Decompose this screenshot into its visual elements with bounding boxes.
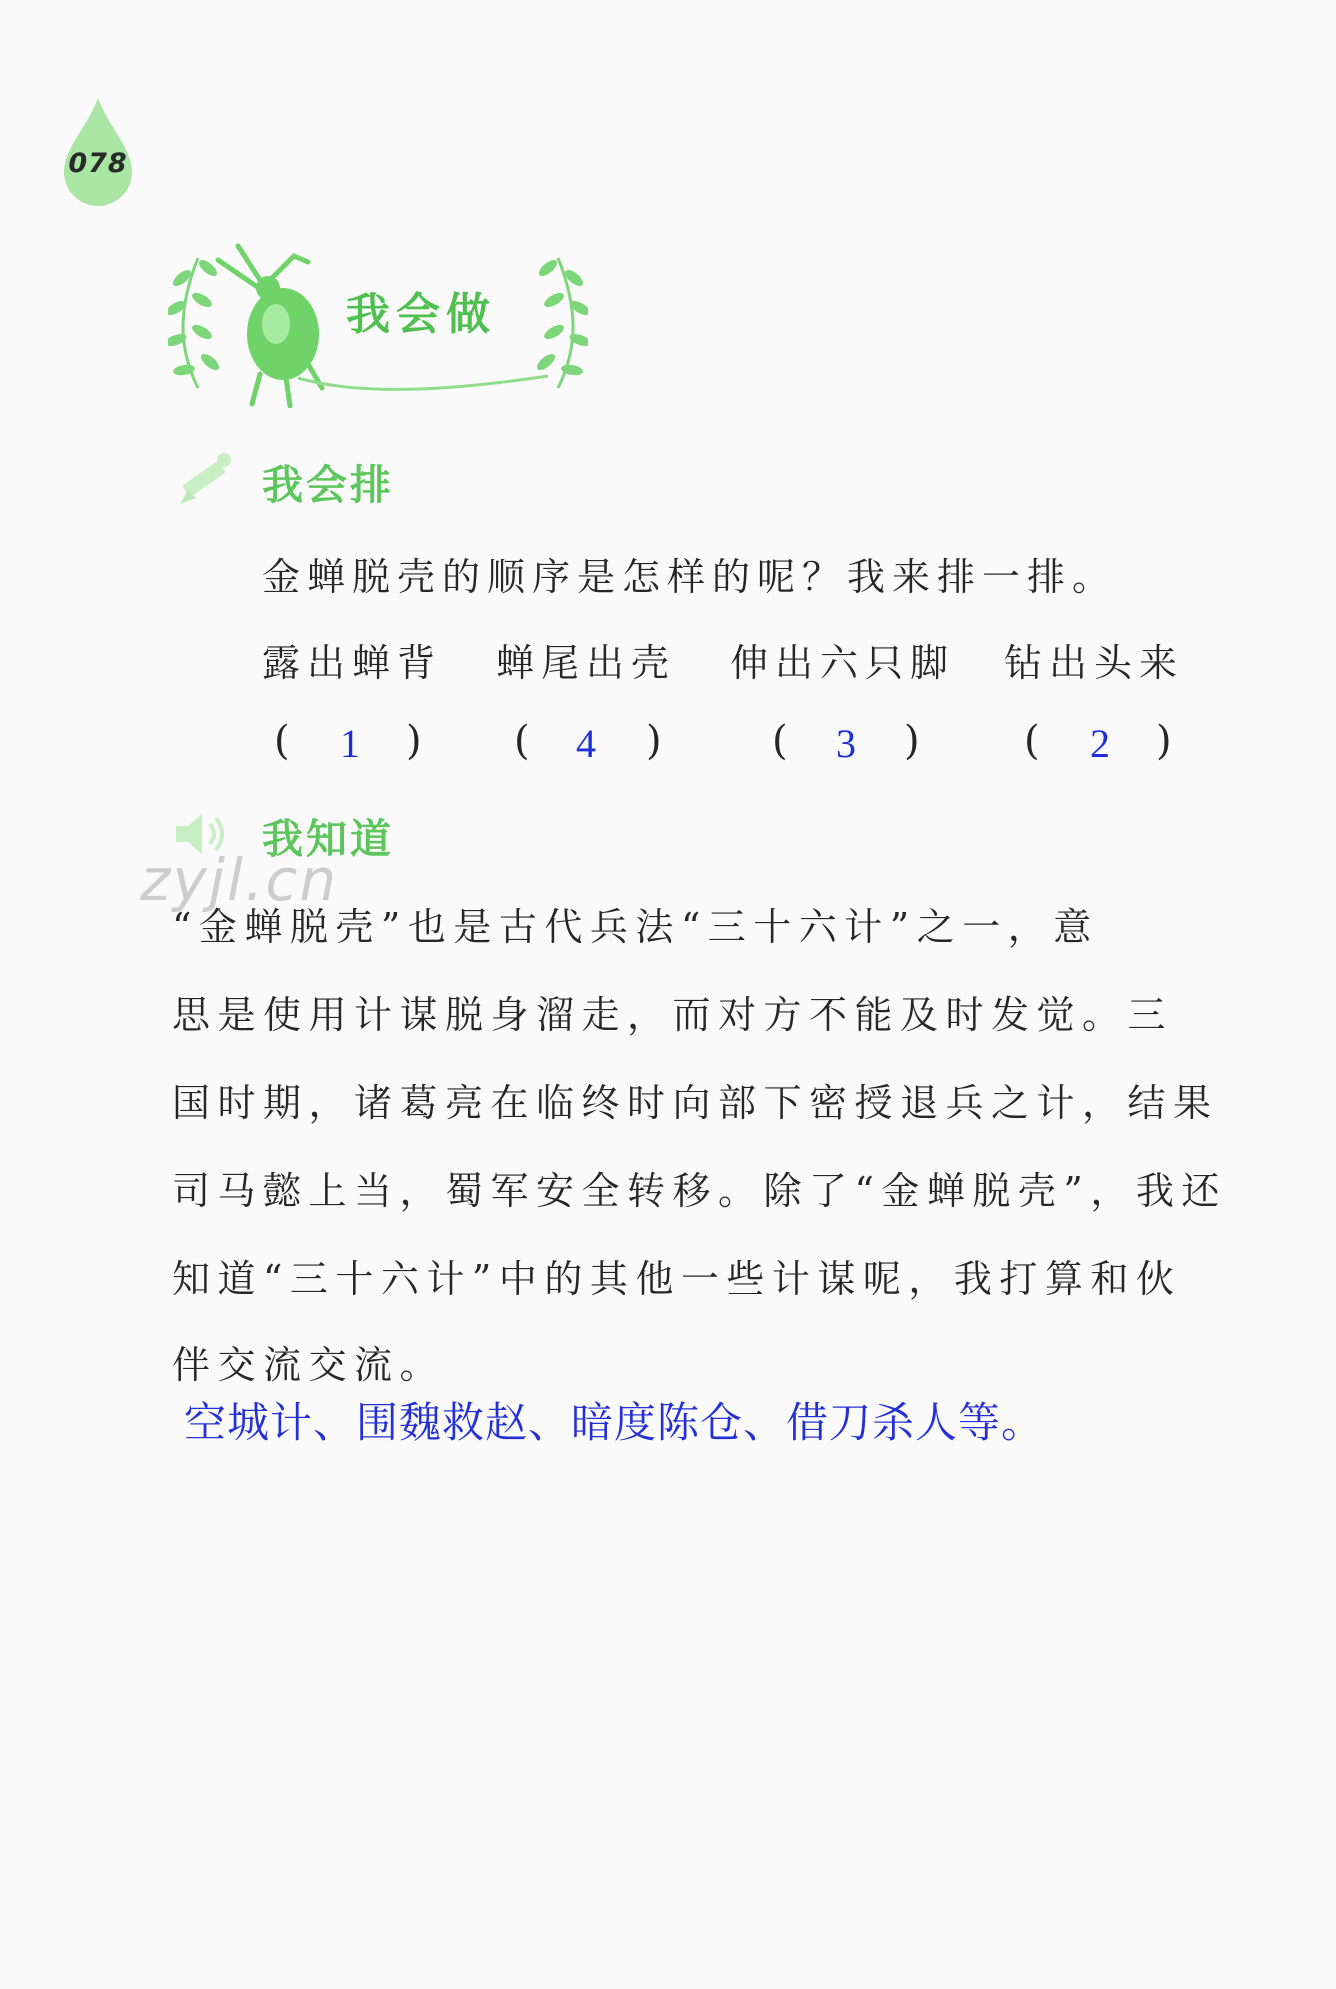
paren-open: ( — [772, 718, 788, 764]
section-title-know: 我知道 — [262, 815, 394, 863]
paren-open: ( — [1024, 718, 1040, 764]
handwritten-answer: 空城计、围魏救赵、暗度陈仓、借刀杀人等。 — [184, 1398, 1045, 1447]
order-item-4: 钻出头来 — [1004, 641, 1185, 685]
section-title-order: 我会排 — [262, 461, 394, 509]
order-prompt: 金蝉脱壳的顺序是怎样的呢？我来排一排。 — [262, 555, 1118, 599]
paren-close: ) — [646, 718, 662, 764]
paren-open: ( — [514, 718, 530, 764]
paren-close: ) — [904, 718, 920, 764]
order-answer-1: 1 — [340, 721, 360, 766]
order-item-1: 露出蝉背 — [262, 641, 443, 685]
paragraph-line: 伴交流交流。 — [172, 1343, 446, 1387]
paren-close: ) — [406, 718, 422, 764]
paragraph-line: “金蝉脱壳”也是古代兵法“三十六计”之一，意 — [172, 905, 1099, 949]
paragraph-line: 司马懿上当，蜀军安全转移。除了“金蝉脱壳”，我还 — [172, 1169, 1227, 1213]
pencil-icon — [176, 446, 240, 510]
paren-close: ) — [1156, 718, 1172, 764]
paren-open: ( — [274, 718, 290, 764]
order-answer-4: 2 — [1090, 721, 1110, 766]
order-answer-3: 3 — [836, 721, 856, 766]
paragraph-line: 知道“三十六计”中的其他一些计谋呢，我打算和伙 — [172, 1257, 1182, 1301]
paragraph-line: 国时期，诸葛亮在临终时向部下密授退兵之计，结果 — [172, 1081, 1219, 1125]
order-item-3: 伸出六只脚 — [730, 641, 956, 685]
paragraph-line: 思是使用计谋脱身溜走，而对方不能及时发觉。三 — [172, 993, 1174, 1037]
page-number: 078 — [68, 148, 128, 179]
banner-title: 我会做 — [346, 289, 496, 340]
order-answer-2: 4 — [576, 721, 596, 766]
order-item-2: 蝉尾出壳 — [496, 641, 677, 685]
watermark: zyjl.cn — [140, 846, 339, 914]
